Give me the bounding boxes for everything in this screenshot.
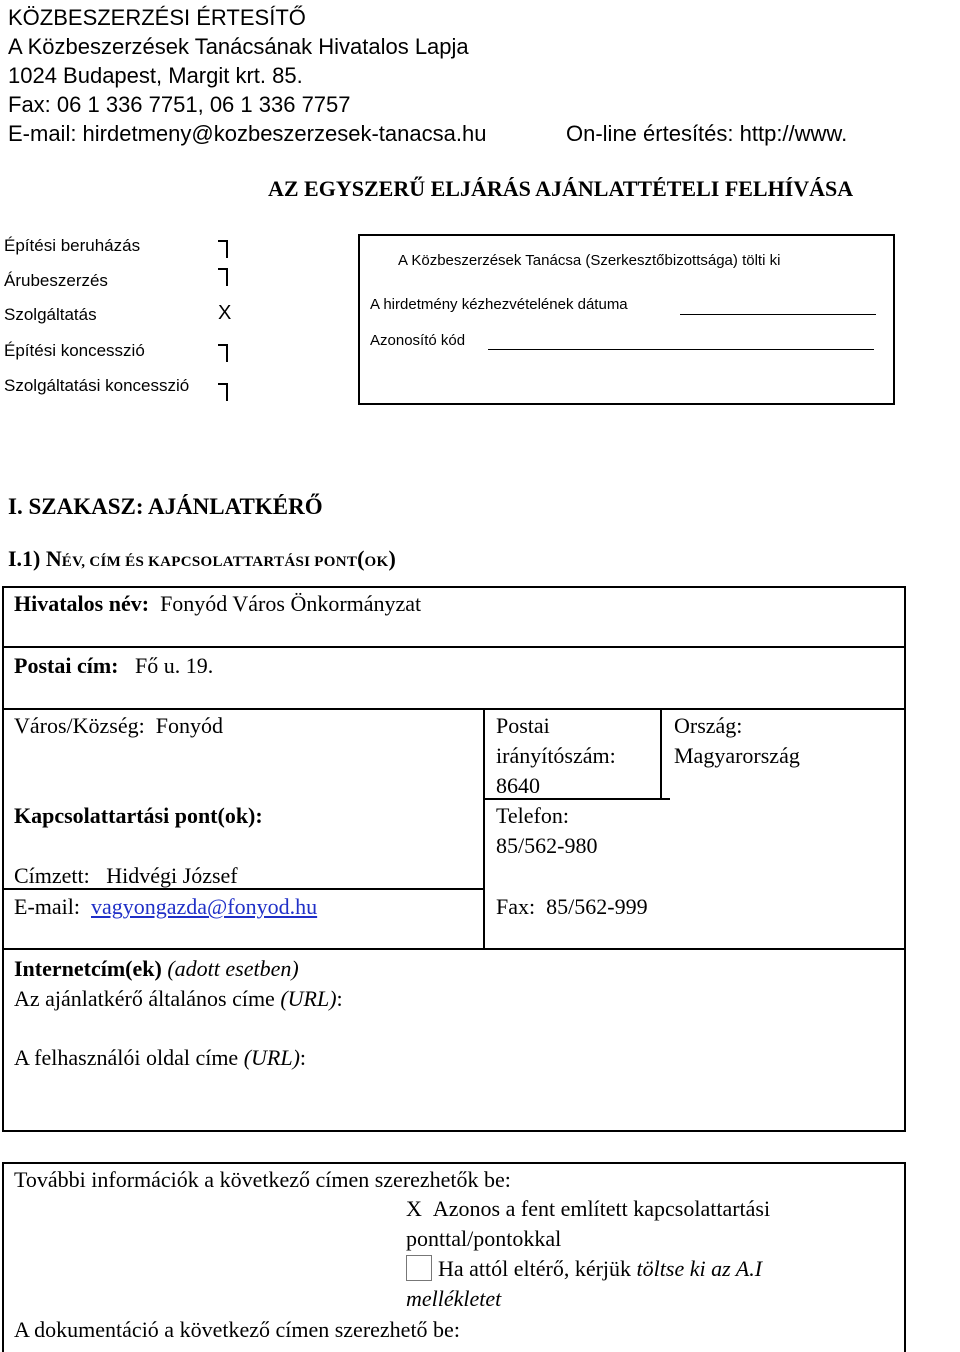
email-row: E-mail: vagyongazda@fonyod.hu xyxy=(14,894,318,919)
document-title: AZ EGYSZERŰ ELJÁRÁS AJÁNLATTÉTELI FELHÍVÁSA xyxy=(268,176,854,201)
country-value: Magyarország xyxy=(674,743,800,768)
general-url-label: Az ajánlatkérő általános címe (URL): xyxy=(14,986,343,1011)
column-divider xyxy=(483,708,485,950)
category-checkbox[interactable] xyxy=(218,240,228,263)
fax-row: Fax: 85/562-999 xyxy=(496,894,648,919)
category-checkbox[interactable] xyxy=(218,268,228,291)
category-label: Építési koncesszió xyxy=(4,341,145,360)
same-contact-option[interactable]: X Azonos a fent említett kapcsolattartási xyxy=(406,1196,771,1221)
phone-value: 85/562-980 xyxy=(496,833,598,858)
phone-label: Telefon: xyxy=(496,803,569,828)
council-box xyxy=(358,234,895,405)
category-label: Árubeszerzés xyxy=(4,271,108,290)
zip-label-2: irányítószám: xyxy=(496,743,616,768)
journal-title: KÖZBESZERZÉSI ÉRTESÍTŐ xyxy=(8,5,306,30)
documentation-label: A dokumentáció a következő címen szerezhető be: xyxy=(14,1317,460,1342)
contact-label: Kapcsolattartási pont(ok): xyxy=(14,803,263,828)
journal-fax: Fax: 06 1 336 7751, 06 1 336 7757 xyxy=(8,92,351,117)
category-label: Szolgáltatási koncesszió xyxy=(4,376,190,395)
section-heading: I. SZAKASZ: AJÁNLATKÉRŐ xyxy=(8,494,323,519)
column-divider xyxy=(660,708,662,800)
zip-label: Postai xyxy=(496,713,550,738)
council-box-heading: A Közbeszerzések Tanácsa (Szerkesztőbizottsága) tölti ki xyxy=(398,252,781,269)
postal-row: Postai cím: Fő u. 19. xyxy=(14,653,214,678)
further-info-heading: További információk a következő címen szerezhetők be: xyxy=(14,1167,511,1192)
category-label: Építési beruházás xyxy=(4,236,141,255)
other-contact-option[interactable]: Ha attól eltérő, kérjük töltse ki az A.I xyxy=(406,1254,762,1284)
journal-subtitle: A Közbeszerzések Tanácsának Hivatalos Lapja xyxy=(8,34,469,59)
email-link[interactable]: vagyongazda@fonyod.hu xyxy=(90,894,318,919)
journal-address: 1024 Budapest, Margit krt. 85. xyxy=(8,63,303,88)
other-contact-option-2: mellékletet xyxy=(406,1286,502,1311)
id-code-label: Azonosító kód xyxy=(370,332,466,349)
id-code-field[interactable] xyxy=(488,349,874,350)
zip-value: 8640 xyxy=(496,773,540,798)
country-label: Ország: xyxy=(674,713,743,738)
same-contact-option-2: ponttal/pontokkal xyxy=(406,1226,562,1251)
recipient-row: Címzett: Hidvégi József xyxy=(14,863,238,888)
category-checkbox[interactable] xyxy=(218,344,228,367)
row-divider xyxy=(660,798,670,800)
internet-heading: Internetcím(ek) (adott esetben) xyxy=(14,956,299,981)
subsection-heading: I.1) NÉV, CÍM ÉS KAPCSOLATTARTÁSI PONT(OK) xyxy=(8,546,396,571)
option-checkbox[interactable]: X xyxy=(406,1196,422,1221)
category-label: Szolgáltatás xyxy=(4,305,97,324)
buyer-profile-label: A felhasználói oldal címe (URL): xyxy=(14,1045,307,1070)
journal-online: On-line értesítés: http://www. xyxy=(566,121,848,146)
city-row: Város/Község: Fonyód xyxy=(14,713,223,738)
journal-email: E-mail: hirdetmeny@kozbeszerzesek-tanacsa.hu xyxy=(8,121,487,146)
category-checkbox[interactable]: X xyxy=(218,302,232,324)
official-name-row: Hivatalos név: Fonyód Város Önkormányzat xyxy=(14,591,422,616)
receipt-date-field[interactable] xyxy=(680,314,876,315)
option-checkbox[interactable] xyxy=(406,1255,432,1281)
receipt-date-label: A hirdetmény kézhezvételének dátuma xyxy=(370,296,628,313)
category-checkbox[interactable] xyxy=(218,383,228,406)
